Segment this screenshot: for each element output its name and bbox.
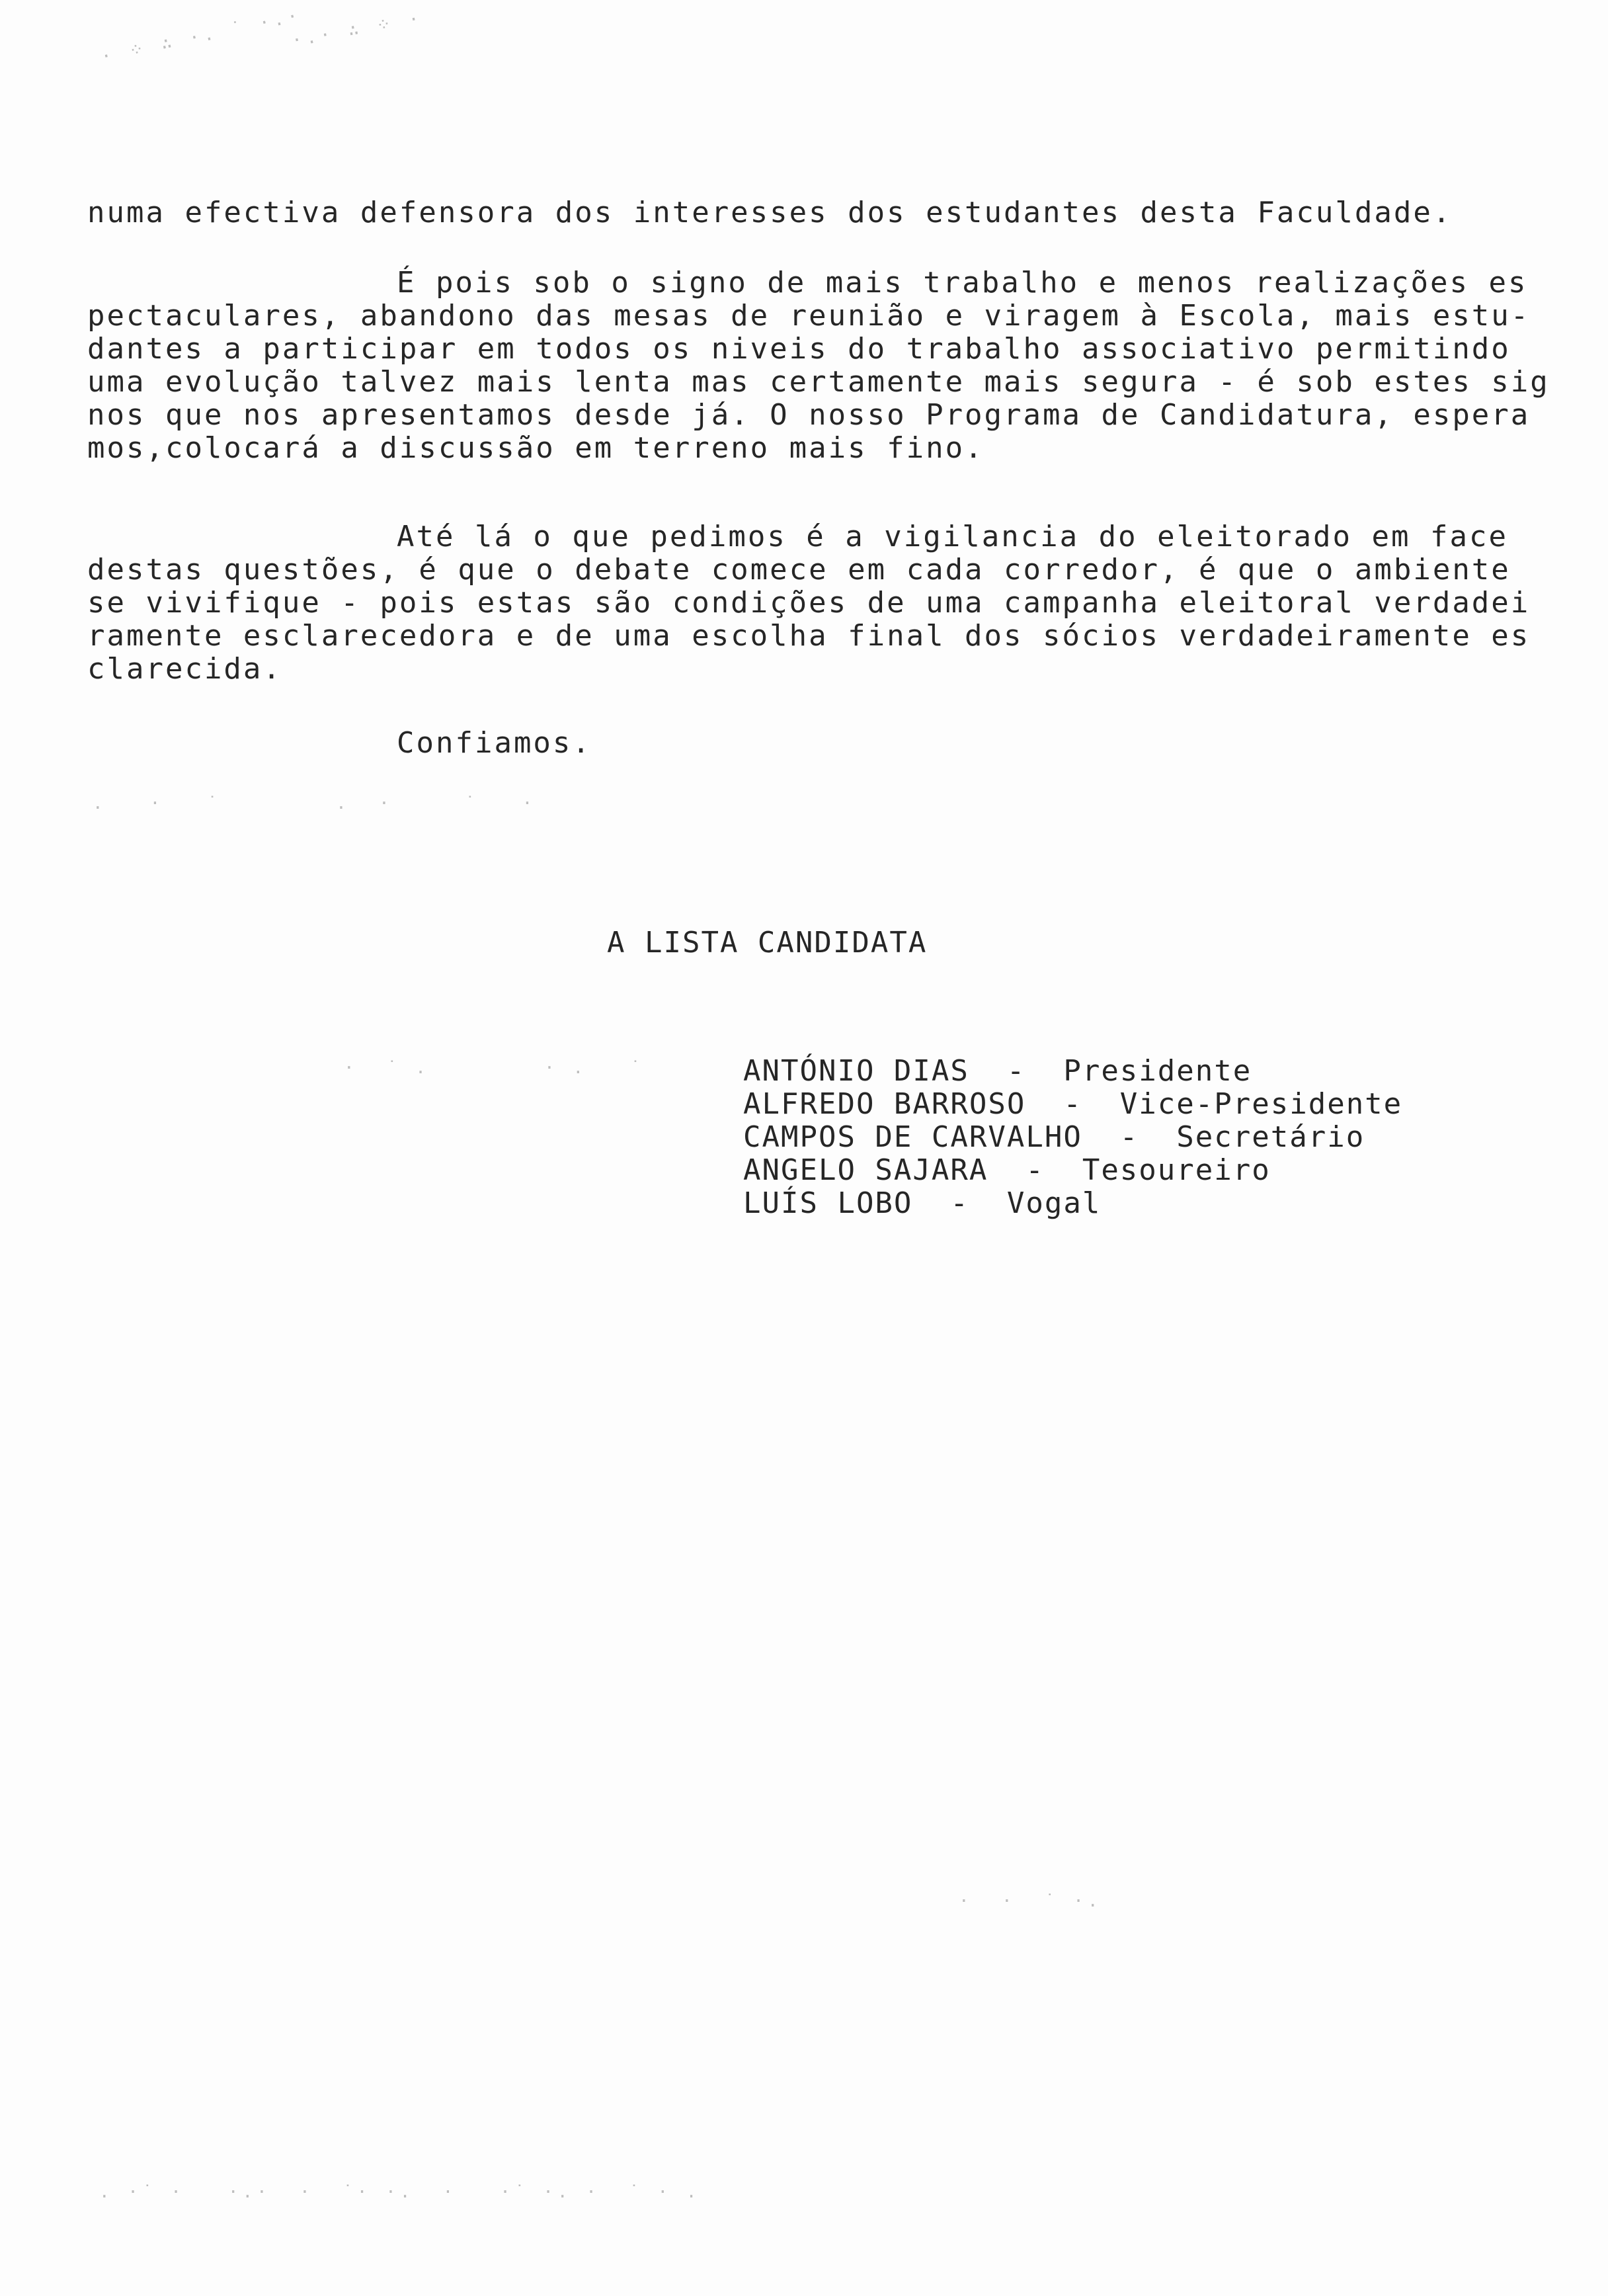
candidate-entry: LUÍS LOBO - Vogal — [743, 1186, 1102, 1220]
candidate-entry: ALFREDO BARROSO - Vice-Presidente — [743, 1087, 1403, 1121]
bleed-through-noise: . · ˙ . · ˙ · — [93, 794, 537, 813]
paragraph-line: se vivifique - pois estas são condições de uma campanha eleitoral verdadei — [87, 586, 1531, 620]
bleed-through-noise: ·.· ∴ ⁘ · — [290, 8, 425, 52]
candidate-entry: CAMPOS DE CARVALHO - Secretário — [743, 1120, 1365, 1154]
paragraph-line: dantes a participar em todos os niveis do trabalho associativo permitindo — [87, 332, 1511, 366]
paragraph-line: numa efectiva defensora dos interesses dos estudantes desta Faculdade. — [87, 196, 1453, 229]
closing-text: Confiamos. — [397, 726, 592, 760]
paragraph-line: clarecida. — [87, 652, 282, 686]
paragraph-line: destas questões, é que o debate comece em cada corredor, é que o ambiente — [87, 553, 1511, 587]
paragraph-line: pectaculares, abandono das mesas de reunião e viragem à Escola, mais estu- — [87, 299, 1531, 333]
bleed-through-noise: · · ˙ ·. — [959, 1891, 1102, 1911]
bleed-through-noise: · ⁘ ∴ ·. ˙ ·.· — [99, 5, 304, 67]
candidate-entry: ANGELO SAJARA - Tesoureiro — [743, 1153, 1271, 1187]
paragraph-line: É pois sob o signo de mais trabalho e menos realizações es — [397, 266, 1528, 300]
list-heading: A LISTA CANDIDATA — [607, 926, 928, 960]
bleed-through-noise: · ˙ . · . ˙ — [344, 1058, 645, 1078]
candidate-entry: ANTÓNIO DIAS - Presidente — [743, 1054, 1252, 1088]
paragraph-line: Até lá o que pedimos é a vigilancia do eleitorado em face — [397, 520, 1508, 554]
paragraph-line: ramente esclarecedora e de uma escolha final dos sócios verdadeiramente es — [87, 619, 1531, 653]
paragraph-line: mos,colocará a discussão em terreno mais fino. — [87, 431, 985, 465]
paragraph-line: uma evolução talvez mais lenta mas certamente mais segura - é sob estes sig — [87, 365, 1550, 399]
paragraph-line: nos que nos apresentamos desde já. O nosso Programa de Candidatura, espera — [87, 398, 1531, 432]
bleed-through-noise: . ·˙ · ·.· · ˙· ·. · ·˙ ·. · ˙ · . — [99, 2182, 701, 2202]
